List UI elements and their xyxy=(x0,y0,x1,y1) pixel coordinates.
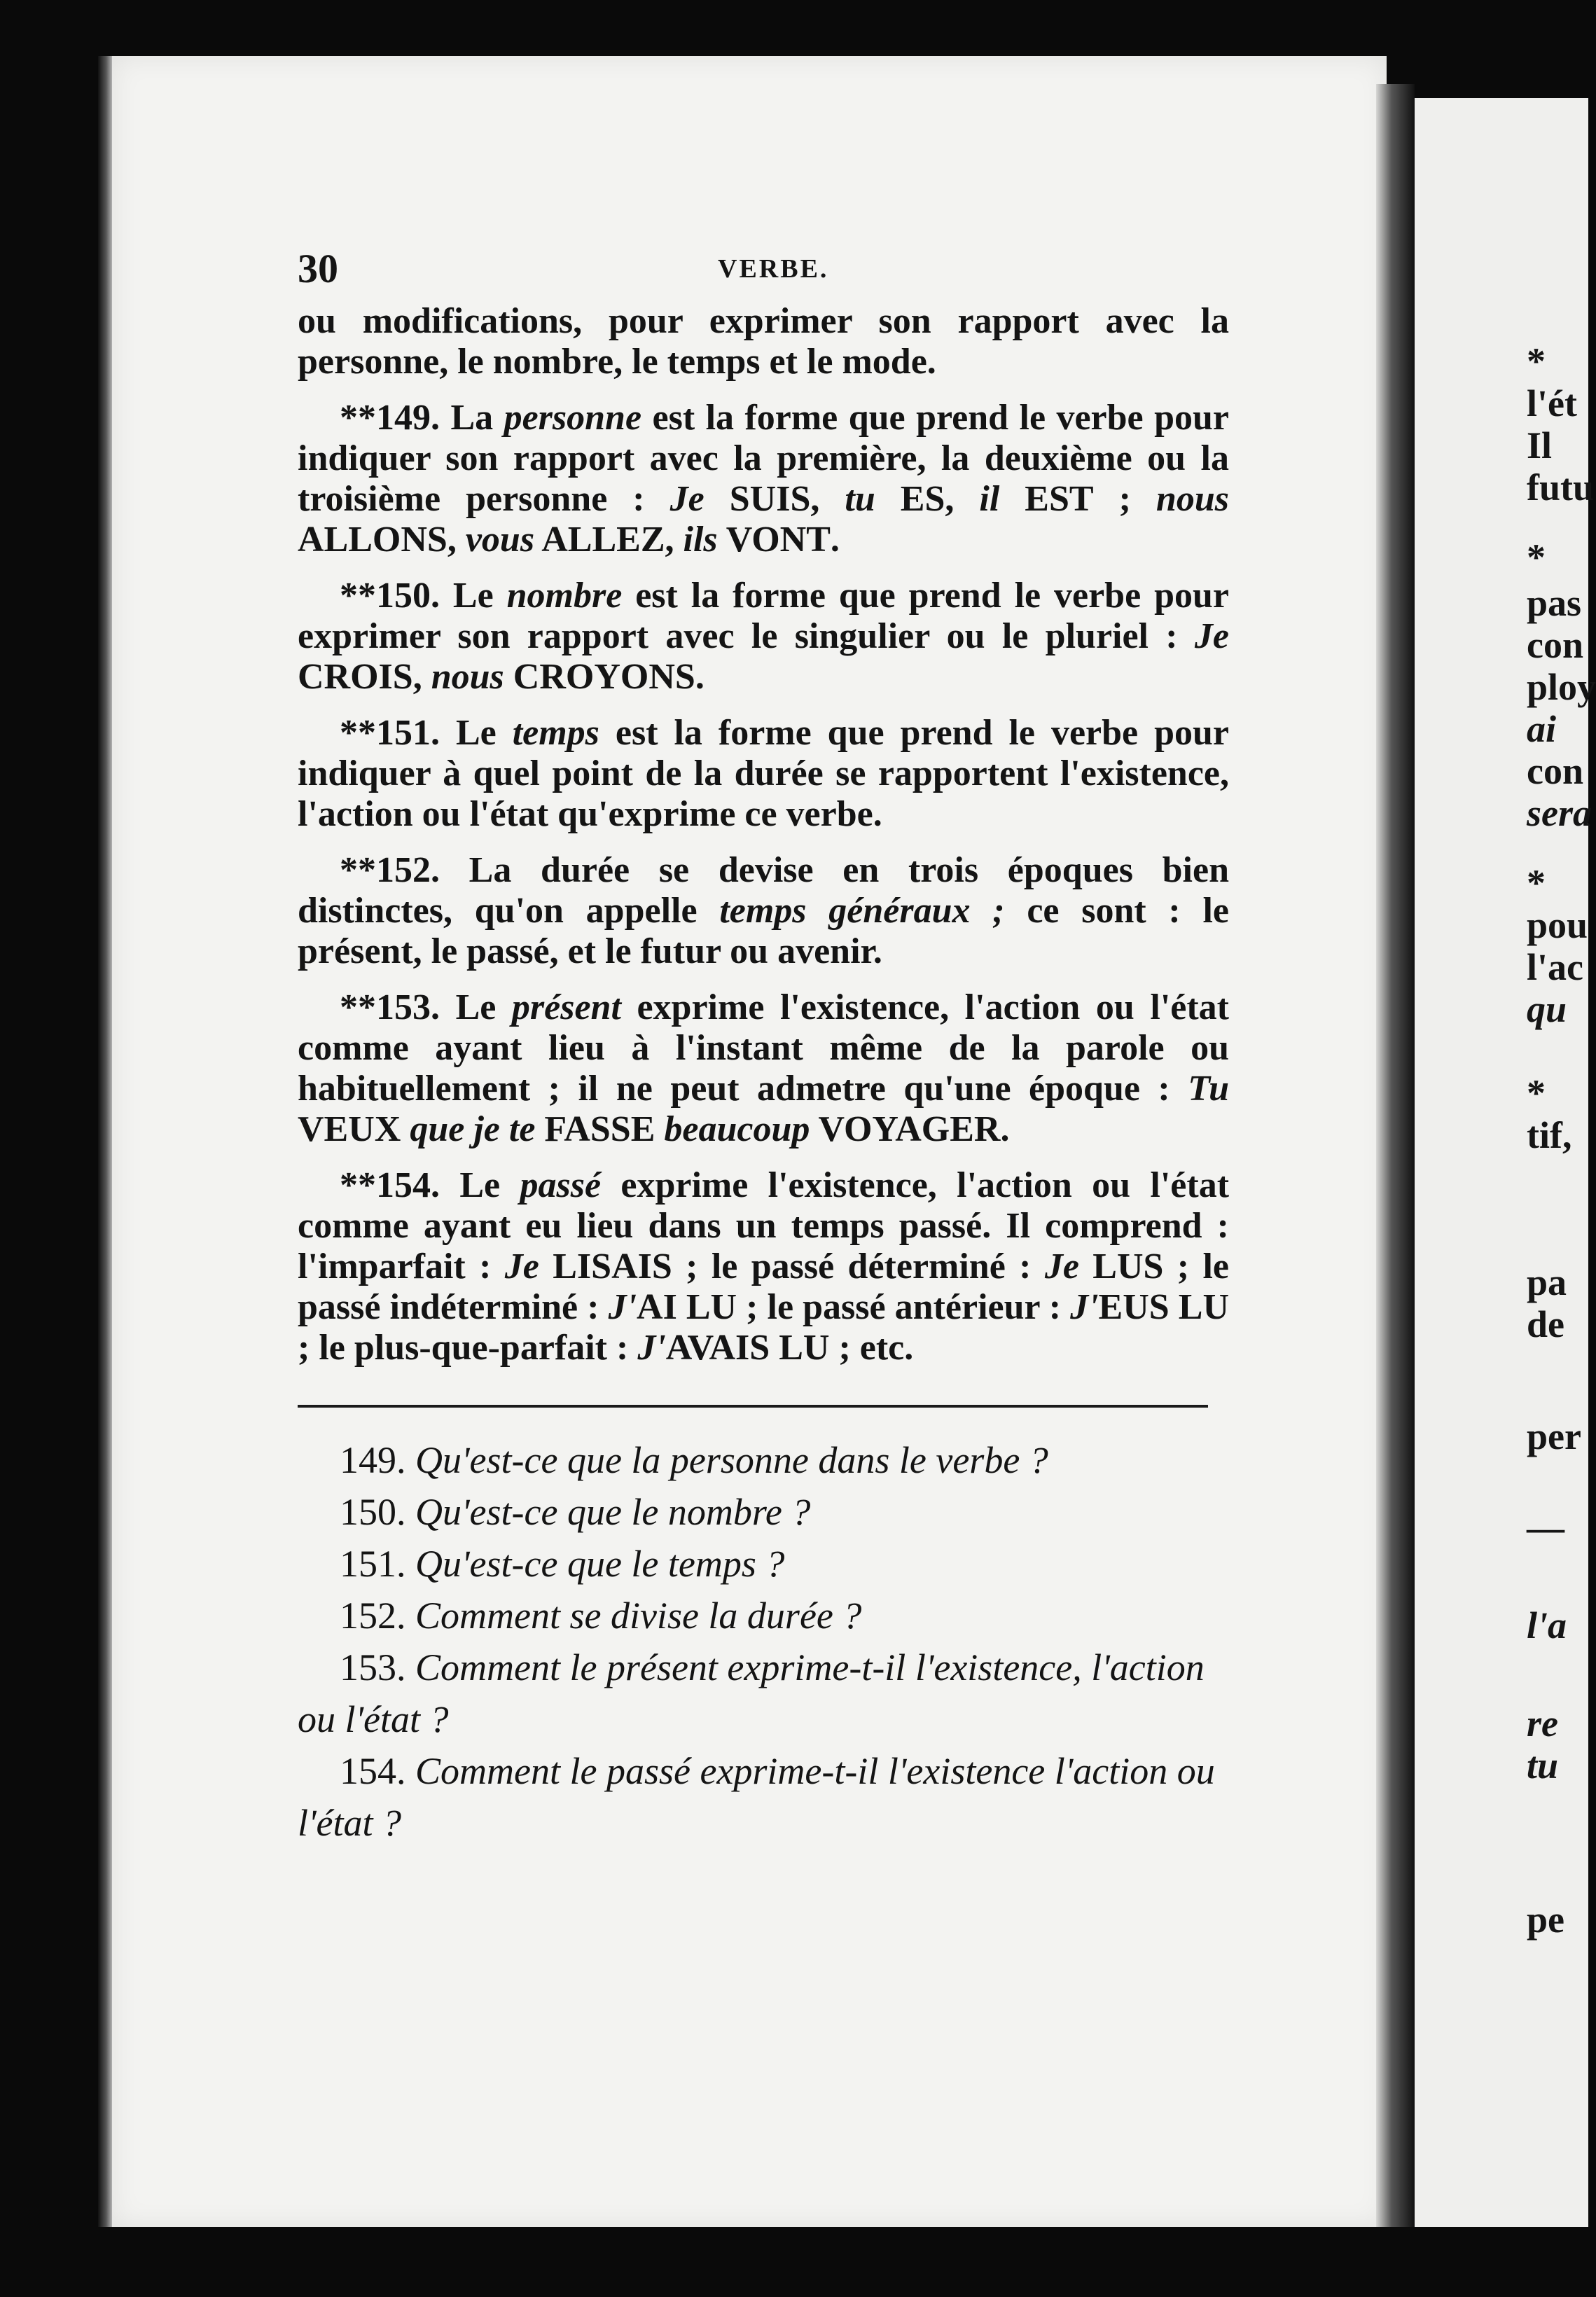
text-run: , xyxy=(447,520,466,560)
example-text: Je xyxy=(1044,1247,1079,1286)
next-page-fragment: pas xyxy=(1527,582,1582,624)
paragraph-149 xyxy=(298,398,1229,560)
next-page-fragment: tu xyxy=(1527,1744,1559,1786)
text-run: , xyxy=(412,657,431,697)
book-page-right-partial xyxy=(1415,98,1596,2227)
text-run: , xyxy=(810,479,845,519)
paragraph-150 xyxy=(298,576,1229,698)
question-number: 152. xyxy=(340,1595,406,1637)
example-text: nous xyxy=(1156,479,1229,519)
book-gutter xyxy=(1376,84,1415,2227)
next-page-fragment: * xyxy=(1527,1072,1546,1114)
example-verb: VOYAGER xyxy=(810,1109,1001,1149)
question-text: Comment le présent exprime-t-il l'existence, l'action ou l'état ? xyxy=(298,1646,1205,1740)
next-page-fragment: per xyxy=(1527,1415,1581,1457)
example-verb: SUIS xyxy=(704,479,811,519)
example-text: ils xyxy=(683,520,718,560)
example-verb: CROYONS xyxy=(504,657,695,697)
defined-term: passé xyxy=(520,1165,602,1205)
example-verb: EUS LU xyxy=(1098,1287,1229,1327)
paragraph-number: **149. xyxy=(340,398,440,438)
example-verb: ALLONS xyxy=(298,520,447,560)
question-item xyxy=(298,1434,1229,1486)
example-verb: AI LU xyxy=(637,1287,737,1327)
paragraph-number: **150. xyxy=(340,576,440,616)
question-item xyxy=(298,1745,1229,1849)
next-page-fragment: de xyxy=(1527,1303,1564,1345)
next-page-fragment: l'ac xyxy=(1527,946,1583,988)
text-run: exprime l'existence, l'action ou l'état comme ayant eu lieu dans un temps passé. Il comprend : l'imparfait : xyxy=(298,1165,1230,1286)
question-number: 150. xyxy=(340,1491,406,1533)
paragraph-number: **152. xyxy=(340,850,440,890)
question-number: 149. xyxy=(340,1439,406,1481)
example-verb: ES xyxy=(875,479,945,519)
example-verb: ALLEZ xyxy=(534,520,665,560)
next-page-fragment: pou xyxy=(1527,904,1588,946)
next-page-fragment: futu xyxy=(1527,466,1595,508)
question-text: Comment le passé exprime-t-il l'existence l'action ou l'état ? xyxy=(298,1750,1215,1844)
paragraph-152 xyxy=(298,850,1229,972)
paragraph-153 xyxy=(298,987,1229,1150)
question-item xyxy=(298,1642,1229,1745)
next-page-fragment: pa xyxy=(1527,1261,1567,1303)
defined-term: temps xyxy=(512,713,599,753)
text-run: Le xyxy=(440,1165,520,1205)
question-text: Qu'est-ce que la personne dans le verbe ? xyxy=(415,1439,1048,1481)
text-run: . xyxy=(1000,1109,1010,1149)
paragraph-151 xyxy=(298,713,1229,835)
next-page-fragment: Il xyxy=(1527,424,1553,466)
next-page-fragment: l'a xyxy=(1527,1604,1567,1646)
example-verb: AVAIS LU xyxy=(665,1328,830,1368)
question-number: 151. xyxy=(340,1543,406,1585)
text-run: , xyxy=(945,479,980,519)
body-text xyxy=(298,301,1229,1368)
paragraph-number: **154. xyxy=(340,1165,440,1205)
defined-term: temps généraux ; xyxy=(719,891,1005,931)
question-number: 154. xyxy=(340,1750,406,1792)
questions-list xyxy=(298,1434,1229,1849)
next-page-fragment: tif, xyxy=(1527,1114,1572,1156)
text-run: ; le passé déterminé : xyxy=(672,1247,1045,1286)
example-verb: VEUX xyxy=(298,1109,410,1149)
example-text: beaucoup xyxy=(664,1109,810,1149)
text-run: est la forme que prend le verbe pour indiquer son rapport avec la première, la deuxième ou la troisième personne : xyxy=(298,398,1229,519)
next-page-fragment: — xyxy=(1527,1506,1564,1548)
text-run: ; xyxy=(1093,479,1156,519)
question-item xyxy=(298,1538,1229,1590)
example-verb: LUS xyxy=(1078,1247,1164,1286)
text-run: Le xyxy=(440,576,507,616)
next-page-fragment: con xyxy=(1527,624,1583,666)
section-divider xyxy=(298,1405,1208,1408)
text-run: ce sont : le présent, le passé, et le futur ou avenir. xyxy=(298,891,1230,971)
text-run: ; le passé indéterminé : xyxy=(298,1247,1229,1327)
example-text: J' xyxy=(637,1328,666,1368)
page-number: 30 xyxy=(298,246,338,291)
next-page-fragment: * xyxy=(1527,862,1546,904)
next-page-fragment: ploy xyxy=(1527,666,1596,708)
question-number: 153. xyxy=(340,1646,406,1688)
text-run: Le xyxy=(440,987,512,1027)
example-verb: VONT xyxy=(717,520,831,560)
text-run: ; le plus-que-parfait : xyxy=(298,1328,638,1368)
example-text: J' xyxy=(608,1287,637,1327)
example-text: nous xyxy=(431,657,504,697)
defined-term: personne xyxy=(504,398,642,438)
next-page-fragment: sera xyxy=(1527,792,1592,834)
next-page-fragment: re xyxy=(1527,1702,1558,1744)
next-page-fragment: * xyxy=(1527,340,1546,382)
example-verb: FASSE xyxy=(535,1109,665,1149)
example-text: Je xyxy=(669,479,705,519)
example-verb: EST xyxy=(999,479,1094,519)
defined-term: nombre xyxy=(506,576,623,616)
text-run: , xyxy=(665,520,683,560)
text-run: est la forme que prend le verbe pour exprimer son rapport avec le singulier ou le pluriel : xyxy=(298,576,1230,656)
example-text: tu xyxy=(845,479,875,519)
example-verb: LISAIS xyxy=(539,1247,672,1286)
example-text: vous xyxy=(465,520,535,560)
paragraph-number: **153. xyxy=(340,987,440,1027)
paragraph-154 xyxy=(298,1165,1229,1368)
next-page-fragment: pe xyxy=(1527,1899,1564,1941)
page-header xyxy=(298,245,1229,301)
example-text: Je xyxy=(1194,616,1229,656)
next-page-fragment: ai xyxy=(1527,708,1557,750)
text-run: . xyxy=(695,657,705,697)
question-item xyxy=(298,1590,1229,1642)
text-run: La xyxy=(440,398,504,438)
text-run: ; le passé antérieur : xyxy=(737,1287,1071,1327)
text-run: ; etc. xyxy=(829,1328,914,1368)
next-page-fragment: l'ét xyxy=(1527,382,1577,424)
text-run: . xyxy=(830,520,840,560)
text-run: est la forme que prend le verbe pour indiquer à quel point de la durée se rapportent l'existence, l'action ou l'état qu'exprime ce verbe. xyxy=(298,713,1230,834)
example-text: Tu xyxy=(1188,1069,1229,1109)
text-run: Le xyxy=(440,713,513,753)
page-content xyxy=(298,245,1229,1849)
question-text: Qu'est-ce que le nombre ? xyxy=(415,1491,811,1533)
example-verb: CROIS xyxy=(298,657,413,697)
example-text: il xyxy=(979,479,1000,519)
next-page-fragment: qu xyxy=(1527,988,1567,1030)
question-text: Qu'est-ce que le temps ? xyxy=(415,1543,785,1585)
running-head: VERBE. xyxy=(718,254,829,284)
question-item xyxy=(298,1486,1229,1538)
text-run: La durée se devise en trois époques bien distinctes, qu'on appelle xyxy=(298,850,1229,931)
text-run: exprime l'existence, l'action ou l'état comme ayant lieu à l'instant même de la parole ou habituellement ; il ne peut admetre qu'une époque : xyxy=(298,987,1229,1109)
paragraph-continuation: ou modifications, pour exprimer son rapport avec la personne, le nombre, le temps et le mode. xyxy=(298,301,1229,382)
example-text: J' xyxy=(1070,1287,1099,1327)
defined-term: présent xyxy=(511,987,621,1027)
question-text: Comment se divise la durée ? xyxy=(415,1595,862,1637)
example-text: que je te xyxy=(410,1109,536,1149)
next-page-fragment: * xyxy=(1527,536,1546,578)
next-page-fragment: con xyxy=(1527,750,1583,792)
paragraph-number: **151. xyxy=(340,713,440,753)
example-text: Je xyxy=(504,1247,539,1286)
